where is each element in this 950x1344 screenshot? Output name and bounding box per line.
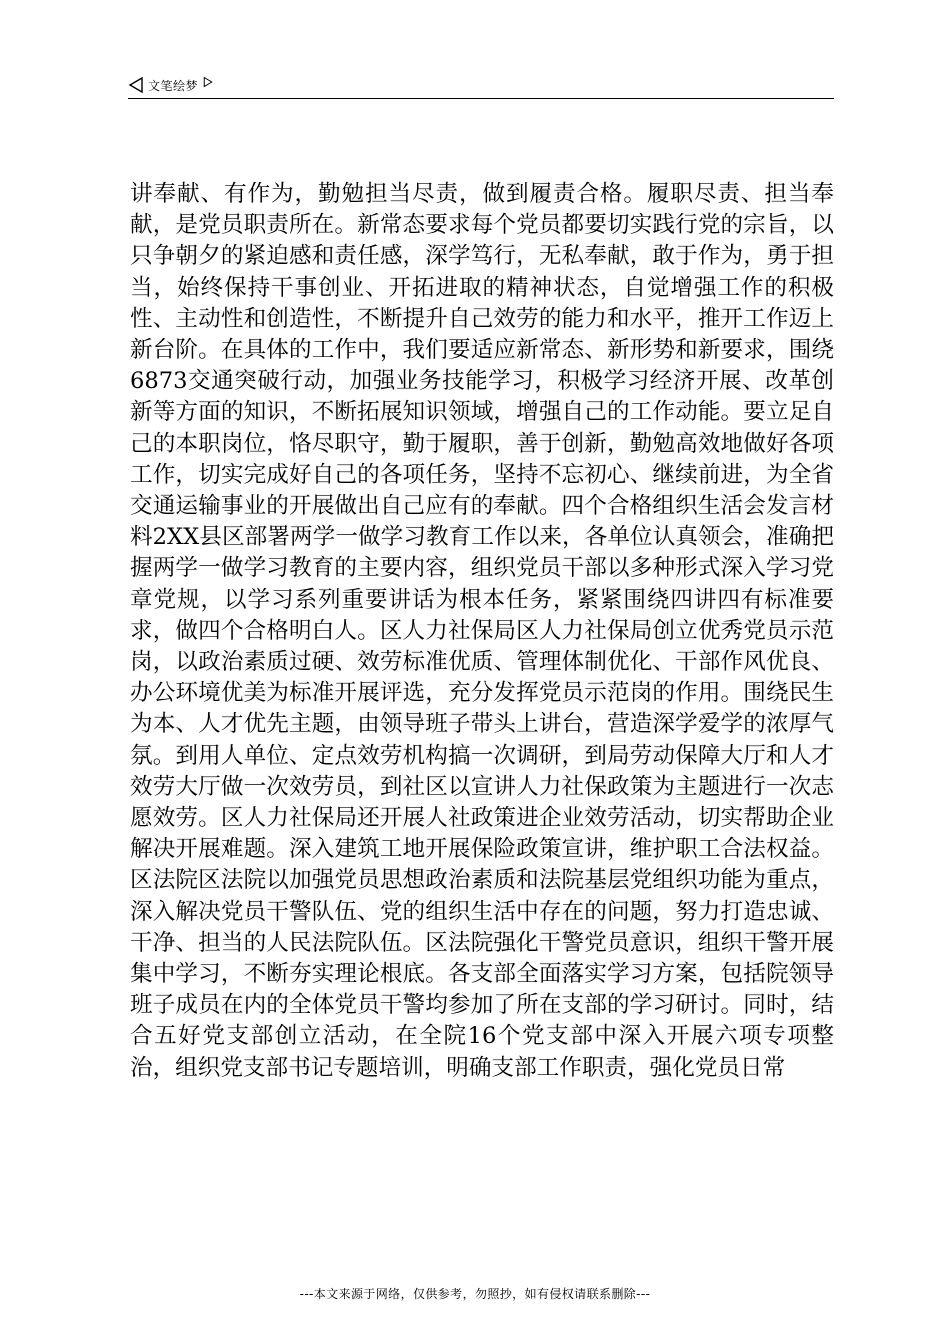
- header-brand: 文笔绘梦: [148, 78, 199, 93]
- page-footer-disclaimer: ---本文来源于网络，仅供参考，勿照抄，如有侵权请联系删除---: [299, 1287, 651, 1301]
- body-paragraph: 讲奉献、有作为，勤勉担当尽责，做到履责合格。履职尽责、担当奉献，是党员职责所在。新常态要求每个党员都要切实践行党的宗旨，以只争朝夕的紧迫感和责任感，深学笃行，无私奉献，敢于作为，勇于担当，始终保持干事创业、开拓进取的精神状态，自觉增强工作的积极性、主动性和创造性，不断提升自己效劳的能力和水平，推开工作迈上新台阶。在具体的工作中，我们要适应新常态、新形势和新要求，围绕6873交通突破行动，加强业务技能学习，积极学习经济开展、改革创新等方面的知识，不断拓展知识领域，增强自己的工作动能。要立足自己的本职岗位，恪尽职守，勤于履职，善于创新，勤勉高效地做好各项工作，切实完成好自己的各项任务，坚持不忘初心、继续前进，为全省交通运输事业的开展做出自己应有的奉献。四个合格组织生活会发言材料2XX县区部署两学一做学习教育工作以来，各单位认真领会，准确把握两学一做学习教育的主要内容，组织党员干部以多种形式深入学习党章党规，以学习系列重要讲话为根本任务，紧紧围绕四讲四有标准要求，做四个合格明白人。区人力社保局区人力社保局创立优秀党员示范岗，以政治素质过硬、效劳标准优质、管理体制优化、干部作风优良、办公环境优美为标准开展评选，充分发挥党员示范岗的作用。围绕民生为本、人才优先主题，由领导班子带头上讲台，营造深学爱学的浓厚气氛。到用人单位、定点效劳机构搞一次调研，到局劳动保障大厅和人才效劳大厅做一次效劳员，到社区以宣讲人力社保政策为主题进行一次志愿效劳。区人力社保局还开展人社政策进企业效劳活动，切实帮助企业解决开展难题。深入建筑工地开展保险政策宣讲，维护职工合法权益。区法院区法院以加强党员思想政治素质和法院基层党组织功能为重点，深入解决党员干警队伍、党的组织生活中存在的问题，努力打造忠诚、干净、担当的人民法院队伍。区法院强化干警党员意识，组织干警开展集中学习，不断夯实理论根底。各支部全面落实学习方案，包括院领导班子成员在内的全体党员干警均参加了所在支部的学习研讨。同时，结合五好党支部创立活动，在全院16个党支部中深入开展六项专项整治，组织党支部书记专题培训，明确支部工作职责，强化党员日常: [130, 181, 834, 1081]
- page-header: [128, 74, 834, 99]
- triangle-left-icon: [128, 76, 144, 94]
- header-brand-group: [128, 74, 214, 96]
- triangle-right-icon: [202, 75, 214, 89]
